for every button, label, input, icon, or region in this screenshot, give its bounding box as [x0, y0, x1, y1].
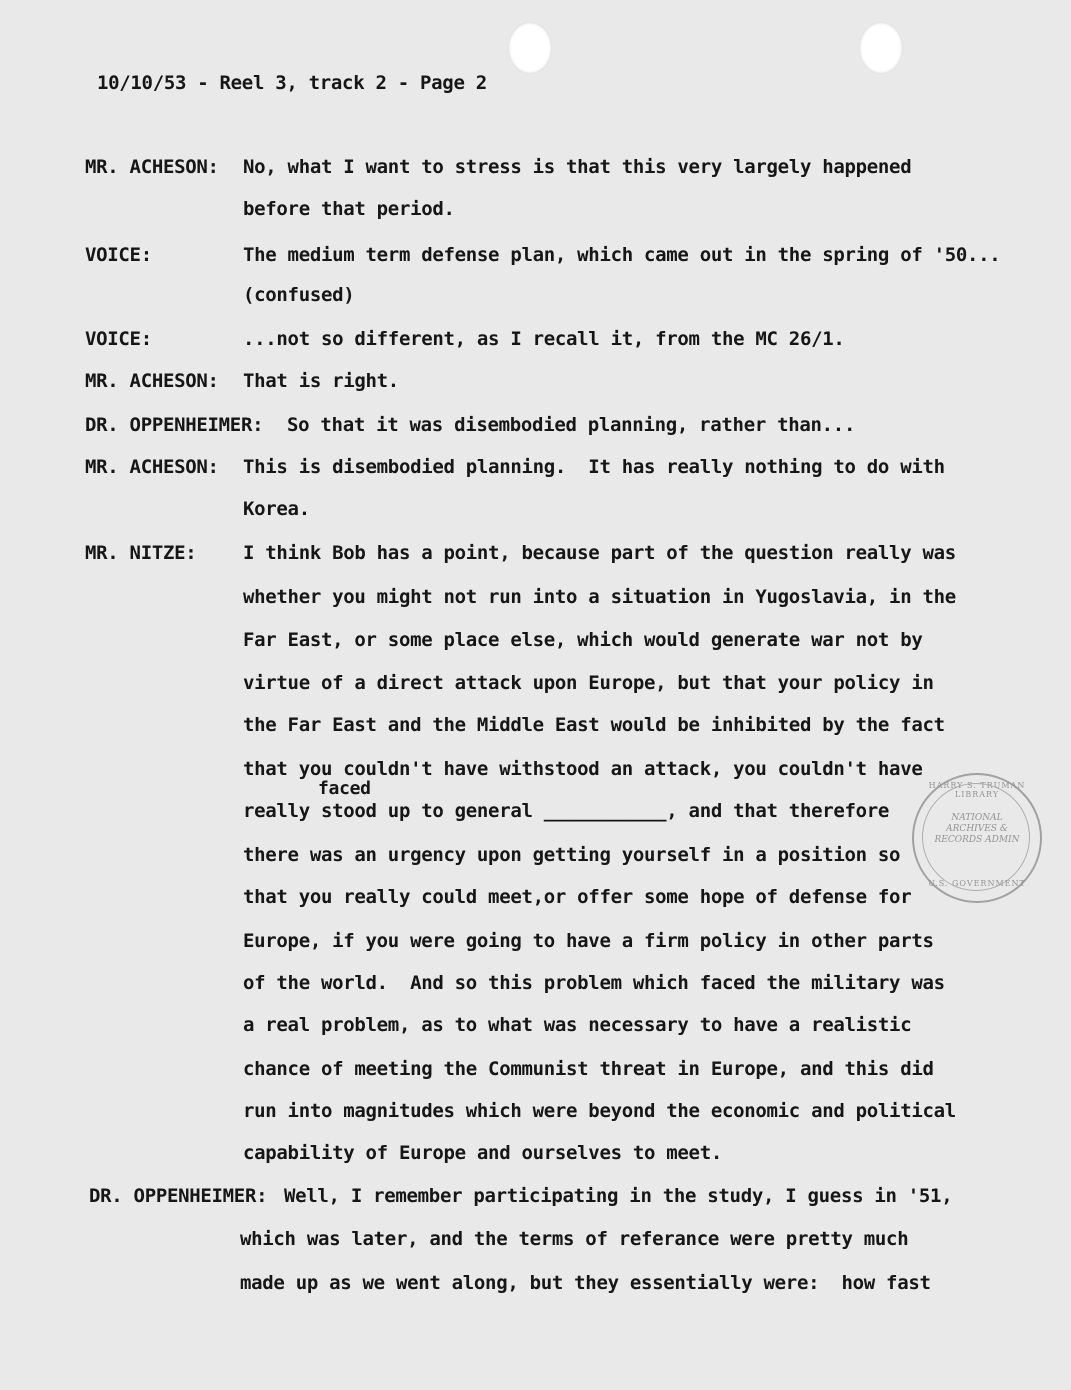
dialogue-line: made up as we went along, but they essentially were: how fast: [240, 1272, 931, 1294]
dialogue-line: (confused): [243, 284, 355, 306]
dialogue-line: Far East, or some place else, which would generate war not by: [243, 629, 923, 651]
speaker-label: MR. ACHESON:: [85, 156, 219, 178]
dialogue-line: That is right.: [243, 370, 399, 392]
punch-hole-left: [508, 22, 552, 74]
dialogue-line: So that it was disembodied planning, rather than...: [287, 414, 856, 436]
page-header: 10/10/53 - Reel 3, track 2 - Page 2: [97, 72, 487, 94]
dialogue-line: Well, I remember participating in the study, I guess in '51,: [284, 1185, 953, 1207]
dialogue-line: before that period.: [243, 198, 455, 220]
dialogue-line: whether you might not run into a situation in Yugoslavia, in the: [243, 586, 956, 608]
dialogue-line: Korea.: [243, 498, 310, 520]
archive-stamp: [912, 773, 1042, 903]
speaker-label: VOICE:: [85, 328, 152, 350]
dialogue-line: capability of Europe and ourselves to meet.: [243, 1142, 722, 1164]
speaker-label: DR. OPPENHEIMER:: [85, 414, 264, 436]
dialogue-line: that you couldn't have withstood an attack, you couldn't have: [243, 758, 923, 780]
dialogue-line: virtue of a direct attack upon Europe, but that your policy in: [243, 672, 934, 694]
dialogue-line: of the world. And so this problem which faced the military was: [243, 972, 945, 994]
dialogue-line: there was an urgency upon getting yourself in a position so: [243, 844, 901, 866]
dialogue-line: which was later, and the terms of referance were pretty much: [240, 1228, 909, 1250]
speaker-label: MR. ACHESON:: [85, 456, 219, 478]
speaker-label: MR. NITZE:: [85, 542, 197, 564]
dialogue-line: This is disembodied planning. It has really nothing to do with: [243, 456, 945, 478]
dialogue-line: I think Bob has a point, because part of the question really was: [243, 542, 956, 564]
dialogue-line: chance of meeting the Communist threat in Europe, and this did: [243, 1058, 934, 1080]
dialogue-line: a real problem, as to what was necessary to have a realistic: [243, 1014, 912, 1036]
dialogue-line: The medium term defense plan, which came out in the spring of '50...: [243, 244, 1001, 266]
dialogue-line: Europe, if you were going to have a firm policy in other parts: [243, 930, 934, 952]
punch-hole-right: [859, 22, 903, 74]
dialogue-line: ...not so different, as I recall it, from the MC 26/1.: [243, 328, 845, 350]
dialogue-line: run into magnitudes which were beyond the economic and political: [243, 1100, 956, 1122]
dialogue-line: that you really could meet,or offer some hope of defense for: [243, 886, 912, 908]
dialogue-line: the Far East and the Middle East would be inhibited by the fact: [243, 714, 945, 736]
stamp-bottom-text: U.S. GOVERNMENT: [928, 879, 1026, 888]
speaker-label: MR. ACHESON:: [85, 370, 219, 392]
interlinear-insert: faced: [318, 778, 371, 799]
speaker-label: VOICE:: [85, 244, 152, 266]
speaker-label: DR. OPPENHEIMER:: [89, 1185, 268, 1207]
dialogue-line: really stood up to general ___________, and that therefore: [243, 800, 890, 822]
dialogue-line: No, what I want to stress is that this very largely happened: [243, 156, 912, 178]
stamp-top-text: HARRY S. TRUMAN LIBRARY: [928, 781, 1026, 799]
stamp-center-text: NATIONAL ARCHIVES & RECORDS ADMIN: [934, 813, 1020, 845]
